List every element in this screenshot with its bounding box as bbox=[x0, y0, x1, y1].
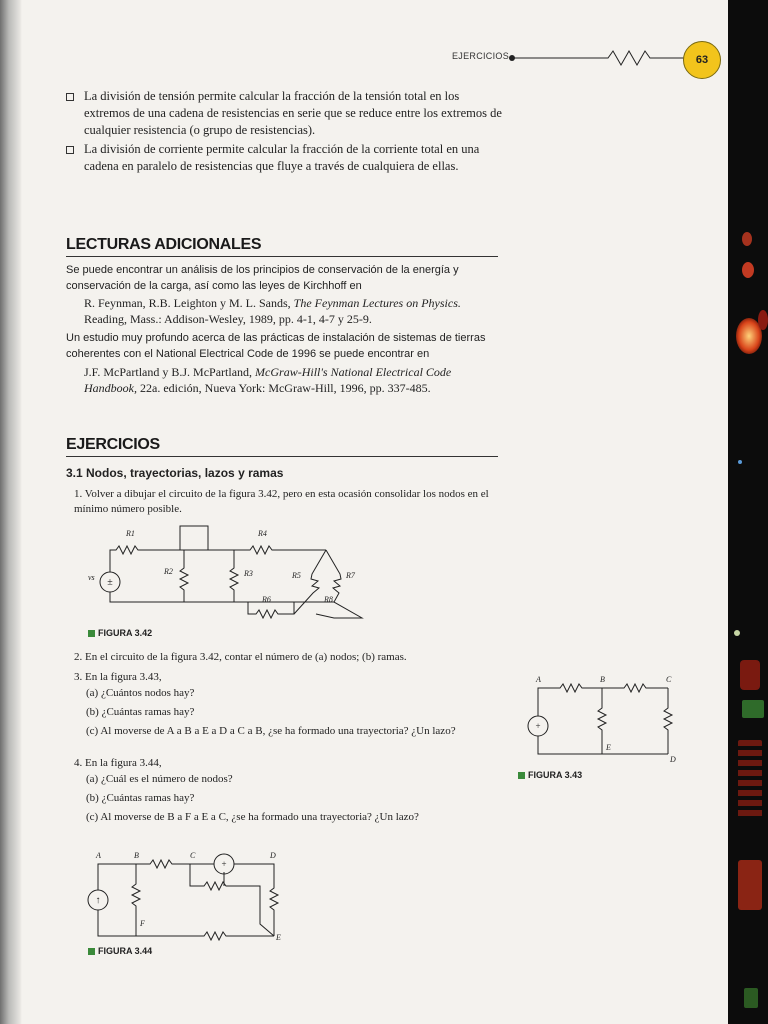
running-head: EJERCICIOS bbox=[452, 51, 510, 61]
bullet-item bbox=[62, 141, 502, 175]
exercise-1: 1. Volver a dibujar el circuito de la figura 3.42, pero en esta ocasión consolidar los nodos en el mínimo número posible. bbox=[74, 488, 489, 515]
page-number-badge: 63 bbox=[683, 41, 721, 79]
exercise-4a: (a) ¿Cuál es el número de nodos? bbox=[86, 773, 233, 785]
svg-text:↑: ↑ bbox=[95, 895, 101, 906]
lecturas-paragraph-2: Un estudio muy profundo acerca de las prácticas de instalación de sistemas de tierras coherentes con el National Electrical Code de 1996 se puede encontrar en bbox=[66, 332, 486, 360]
label-c: C bbox=[666, 675, 672, 684]
label-d: D bbox=[270, 851, 276, 860]
ref2-rest: 22a. edición, Nueva York: McGraw-Hill, 1996, pp. 337-485. bbox=[140, 381, 431, 395]
lecturas-heading: LECTURAS ADICIONALES bbox=[66, 236, 498, 257]
figure-3-43-circuit bbox=[520, 670, 690, 770]
label-e: E bbox=[606, 743, 611, 752]
bullet-text: La división de tensión permite calcular la fracción de la tensión total en los extremos de una cadena de resistencias en serie que se reduce entre los extremos de cualquier resistencia (o grupo de resistencias). bbox=[84, 89, 502, 137]
label-r2: R2 bbox=[164, 567, 173, 576]
figure-square-icon bbox=[88, 948, 95, 955]
label-r7: R7 bbox=[346, 571, 355, 580]
lecturas-paragraph-1: Se puede encontrar un análisis de los principios de conservación de la energía y conservación de la carga, así como las leyes de Kirchhoff en bbox=[66, 264, 459, 292]
figure-3-44-caption bbox=[88, 946, 152, 956]
figure-3-42-caption bbox=[88, 628, 152, 638]
exercise-3a: (a) ¿Cuántos nodos hay? bbox=[86, 687, 195, 699]
figure-3-43-label: FIGURA 3.43 bbox=[528, 770, 583, 780]
label-r8: R8 bbox=[324, 595, 333, 604]
figure-3-42-circuit bbox=[80, 522, 370, 624]
ref2-authors: J.F. McPartland y B.J. McPartland, bbox=[84, 365, 253, 379]
reference-1 bbox=[84, 295, 496, 327]
label-r5: R5 bbox=[292, 571, 301, 580]
ref1-title: The Feynman Lectures on Physics. bbox=[293, 296, 461, 310]
label-d: D bbox=[670, 755, 676, 764]
ref1-rest: Reading, Mass.: Addison-Wesley, 1989, pp. 4-1, 4-7 y 25-9. bbox=[84, 312, 372, 326]
label-r4: R4 bbox=[258, 529, 267, 538]
background-dark-strip bbox=[728, 0, 768, 1024]
checkbox-bullet-icon bbox=[66, 146, 74, 154]
section-subheading: 3.1 Nodos, trayectorias, lazos y ramas bbox=[66, 466, 284, 480]
bullet-text: La división de corriente permite calcular la fracción de la corriente total en una cadena en paralelo de resistencias que fluye a través de cualquiera de ellas. bbox=[84, 142, 480, 173]
bullet-item bbox=[62, 88, 502, 139]
exercise-3b: (b) ¿Cuántas ramas hay? bbox=[86, 706, 195, 718]
label-e: E bbox=[276, 933, 281, 942]
checkbox-bullet-icon bbox=[66, 93, 74, 101]
exercise-3c: (c) Al moverse de A a B a E a D a C a B, ¿se ha formado una trayectoria? ¿Un lazo? bbox=[86, 725, 456, 737]
svg-text:+: + bbox=[221, 859, 227, 869]
label-b: B bbox=[134, 851, 139, 860]
label-r1: R1 bbox=[126, 529, 135, 538]
label-f: F bbox=[140, 919, 145, 928]
exercise-3: 3. En la figura 3.43, bbox=[74, 671, 162, 683]
ejercicios-heading: EJERCICIOS bbox=[66, 436, 498, 457]
header-resistor-line-icon bbox=[508, 48, 684, 68]
figure-3-44-circuit bbox=[80, 848, 300, 943]
figure-3-44-label: FIGURA 3.44 bbox=[98, 946, 153, 956]
label-r3: R3 bbox=[244, 569, 253, 578]
ref1-authors: R. Feynman, R.B. Leighton y M. L. Sands, bbox=[84, 296, 291, 310]
label-vs: vs bbox=[88, 573, 95, 582]
figure-3-42-label: FIGURA 3.42 bbox=[98, 628, 153, 638]
exercise-2: 2. En el circuito de la figura 3.42, contar el número de (a) nodos; (b) ramas. bbox=[74, 651, 407, 663]
svg-text:±: ± bbox=[107, 577, 113, 588]
figure-square-icon bbox=[88, 630, 95, 637]
figure-3-43-caption bbox=[518, 770, 582, 780]
exercise-4: 4. En la figura 3.44, bbox=[74, 757, 162, 769]
page-left-shadow bbox=[0, 0, 22, 1024]
exercise-4c: (c) Al moverse de B a F a E a C, ¿se ha formado una trayectoria? ¿Un lazo? bbox=[86, 811, 419, 823]
reference-2 bbox=[84, 364, 496, 396]
label-b: B bbox=[600, 675, 605, 684]
label-c: C bbox=[190, 851, 196, 860]
figure-square-icon bbox=[518, 772, 525, 779]
svg-text:+: + bbox=[535, 721, 541, 731]
page-header bbox=[0, 38, 728, 78]
exercise-4b: (b) ¿Cuántas ramas hay? bbox=[86, 792, 195, 804]
label-a: A bbox=[96, 851, 101, 860]
summary-bullets bbox=[62, 88, 502, 177]
ref2-title: McGraw-Hill's National Electrical Code Handbook, bbox=[84, 365, 452, 395]
label-r6: R6 bbox=[262, 595, 271, 604]
label-a: A bbox=[536, 675, 541, 684]
